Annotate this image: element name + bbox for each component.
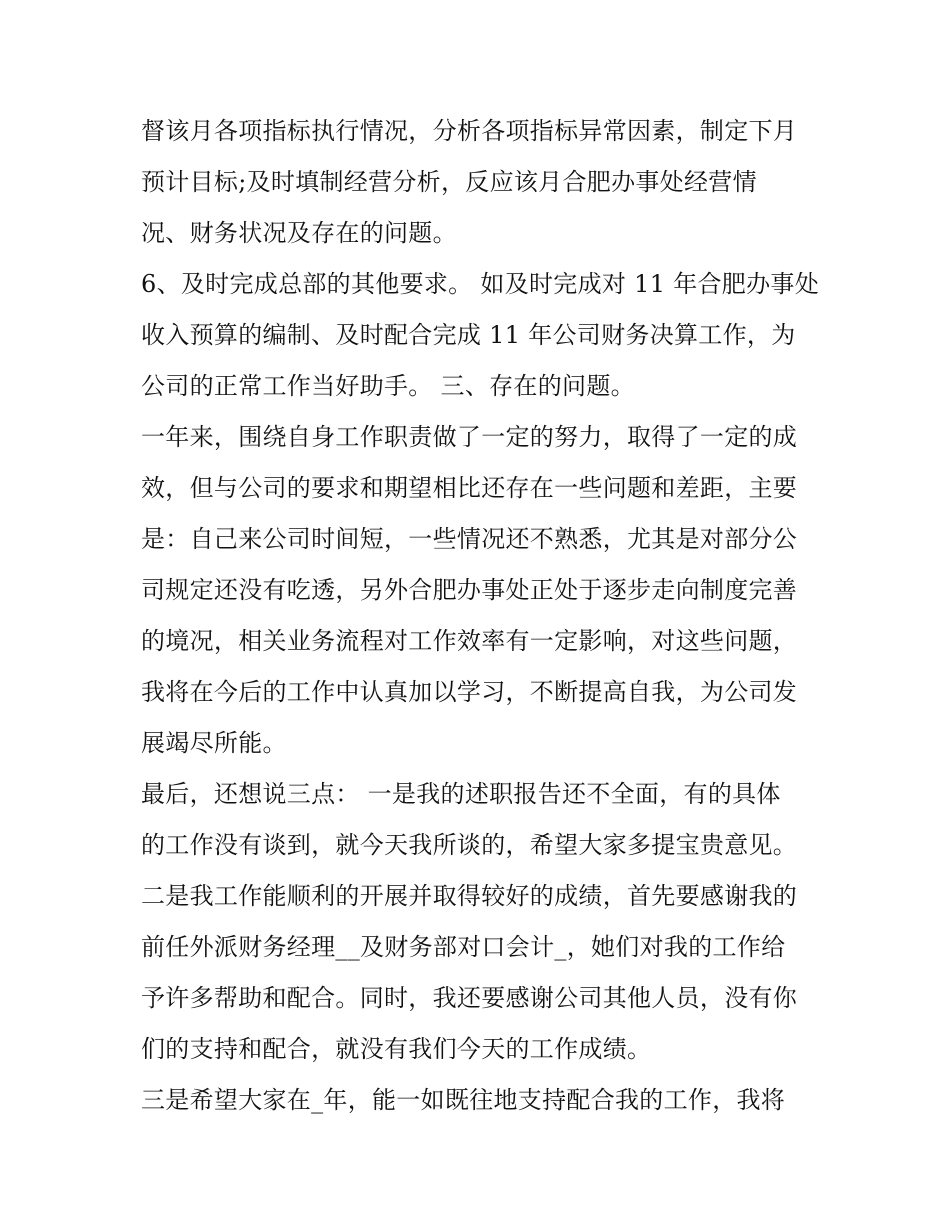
text-line: 效，但与公司的要求和期望相比还存在一些问题和差距，主要 (141, 474, 798, 502)
text-line: 预计目标;及时填制经营分析，反应该月合肥办事处经营情 (141, 168, 757, 196)
text-line: 予许多帮助和配合。同时，我还要感谢公司其他人员，没有你 (141, 984, 798, 1012)
text-line: 况、财务状况及存在的问题。 (141, 219, 457, 247)
text-line: 督该月各项指标执行情况，分析各项指标异常因素，制定下月 (141, 117, 798, 145)
text-line: 我将在今后的工作中认真加以学习，不断提高自我，为公司发 (141, 678, 798, 706)
text-line: 展竭尽所能。 (141, 729, 287, 757)
document-body (141, 106, 821, 1126)
text-line: 的工作没有谈到，就今天我所谈的，希望大家多提宝贵意见。 (141, 831, 798, 859)
text-line: 二是我工作能顺利的开展并取得较好的成绩，首先要感谢我的 (141, 882, 798, 910)
text-line: 是：自己来公司时间短，一些情况还不熟悉，尤其是对部分公 (141, 525, 798, 553)
text-line: 们的支持和配合，就没有我们今天的工作成绩。 (141, 1035, 652, 1063)
text-line: 最后，还想说三点： 一是我的述职报告还不全面，有的具体 (141, 780, 781, 808)
text-line: 公司的正常工作当好助手。 三、存在的问题。 (141, 372, 635, 400)
text-line: 司规定还没有吃透，另外合肥办事处正处于逐步走向制度完善 (141, 576, 798, 604)
text-line: 三是希望大家在_年，能一如既往地支持配合我的工作，我将 (141, 1086, 786, 1114)
text-line: 一年来，围绕自身工作职责做了一定的努力，取得了一定的成 (141, 423, 798, 451)
text-line: 的境况，相关业务流程对工作效率有一定影响，对这些问题， (141, 627, 798, 655)
text-line: 收入预算的编制、及时配合完成 11 年公司财务决算工作，为 (141, 321, 796, 349)
text-line: 6、及时完成总部的其他要求。 如及时完成对 11 年合肥办事处 (141, 270, 819, 298)
text-line: 前任外派财务经理__及财务部对口会计_，她们对我的工作给 (141, 933, 786, 961)
